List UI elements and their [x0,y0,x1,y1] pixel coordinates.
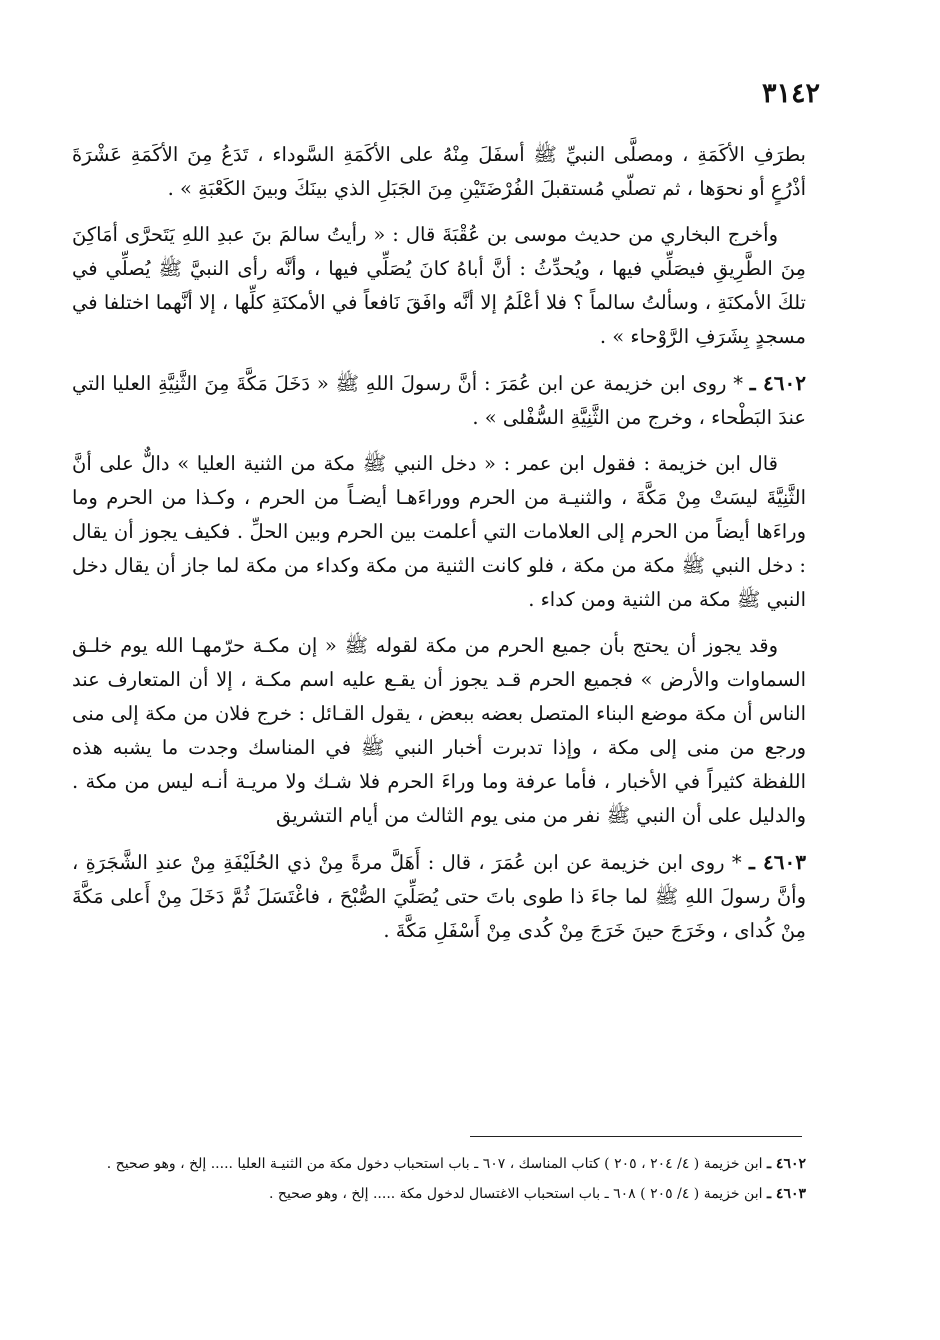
hadith-4602 [72,366,806,435]
paragraph-continuation: بطرَفِ الأكَمَةِ ، ومصلَّى النبيِّ ﷺ أسفَلَ مِنْهُ على الأكَمَةِ السَّوداء ، تَدَعُ مِنَ الأكَمَةِ عَشْرَةَ أذْرُعٍ أو نحوَها ، ثم تصلّي مُستقبلَ الفُرْضَتَيْنِ مِنَ الجَبَلِ الذي بينَكَ وبينَ الكَعْبَةِ » . [72,143,806,200]
footnote-number: ٤٦٠٣ ـ [766,1186,806,1202]
hadith-number: ٤٦٠٣ ـ [749,850,806,874]
footnote-4603 [74,1182,806,1206]
footnote-number: ٤٦٠٢ ـ [766,1156,806,1172]
footnote-text: ابن خزيمة ( ٤/ ٢٠٤ ، ٢٠٥ ) كتاب المناسك ، ٦٠٧ ـ باب استحباب دخول مكة من الثنيـة العليا ..... إلخ ، وهو صحيح . [106,1156,763,1172]
footnote-text: ابن خزيمة ( ٤/ ٢٠٥ ) ٦٠٨ ـ باب استحباب الاغتسال لدخول مكة ..... إلخ ، وهو صحيح . [269,1186,763,1202]
hadith-4603 [72,845,806,948]
hadith-number: ٤٦٠٢ ـ [749,371,807,395]
page-number: ٣١٤٢ [761,78,820,109]
paragraph-haram-discussion: وقد يجوز أن يحتج بأن جميع الحرم من مكة لقوله ﷺ « إن مكـة حرّمهـا الله يوم خلـق السماوات والأرض » فجميع الحرم قـد يجوز أن يقـع عليه اسم مكـة ، إلا أن المتعارف عند الناس أن مكة موضع البناء المتصل بعضه ببعض ، يقول القـائل : خرج فلان من مكة إلى منى ورجع من منى إلى مكة ، وإذا تدبرت أخبار النبي ﷺ في المناسك وجدت ما يشبه هذه اللفظة كثيراً في الأخبار ، فأما عرفة وما وراءَ الحرم فلا شـك ولا مريـة أنـه ليس من مكة . والدليل على أن النبي ﷺ نفر من منى يوم الثالث من أيام التشريق [72,634,806,827]
paragraph-ibn-khuzaymah-commentary: قال ابن خزيمة : فقول ابن عمر : « دخل النبي ﷺ مكة من الثنية العليا » دالٌّ على أنَّ الثَّنِيَّةَ ليسَتْ مِنْ مَكَّةَ ، والثنيـة من الحرم ووراءَهـا أيضـاً من الحرم ، وكـذا من الحرم وما وراءَها أيضاً من الحرم إلى العلامات التي أعلمت بين الحرم وبين الحلِّ . فكيف يجوز أن يقال : دخل النبي ﷺ مكة من مكة ، فلو كانت الثنية من مكة وكداء من مكة لما جاز أن يقال دخل النبي ﷺ مكة من الثنية ومن كداء . [72,452,806,611]
footnote-divider [470,1136,802,1137]
footnote-4602 [74,1152,806,1176]
footnotes [74,1152,806,1212]
hadith-text: * روى ابن خزيمة عن ابن عُمَرَ : أنَّ رسولَ اللهِ ﷺ « دَخَلَ مَكَّةَ مِنَ الثَّنِيَّةِ العليا التي عندَ البَطْحاء ، وخرج من الثَّنِيَّةِ السُّفْلى » . [72,372,806,429]
main-text [72,138,806,960]
hadith-text: * روى ابن خزيمة عن ابن عُمَرَ ، قال : أَهَلَّ مرةً مِنْ ذي الحُلَيْفَةِ مِنْ عندِ الشَّجَرَةِ ، وأنَّ رسولَ اللهِ ﷺ لما جاءَ ذا طوى باتَ حتى يُصَلِّيَ الصُّبْحَ ، فاغْتَسَلَ ثُمَّ دَخَلَ مِنْ أَعلى مَكَّةَ مِنْ كُداى ، وخَرَجَ حينَ خَرَجَ مِنْ كُدى مِنْ أَسْفَلِ مَكَّةَ . [72,851,806,942]
paragraph-bukhari: وأخرج البخاري من حديث موسى بن عُقْبَةَ قال : « رأيتُ سالمَ بنَ عبدِ اللهِ يَتَحرَّى أمَاكِنَ مِنَ الطَّرِيقِ فيصَلِّي فيها ، ويُحدِّثُ : أنَّ أباهُ كانَ يُصَلِّي فيها ، وأنَّه رأى النبيَّ ﷺ يُصلِّي في تلكَ الأمكنَةِ ، وسألتُ سالماً ؟ فلا أعْلَمُ إلا أنَّه وافَقَ نَافعاً في الأمكنَةِ كلِّها ، إلا أنَّهما اختلفا في مسجدٍ بِشَرَفِ الرَّوْحاء » . [72,223,806,348]
